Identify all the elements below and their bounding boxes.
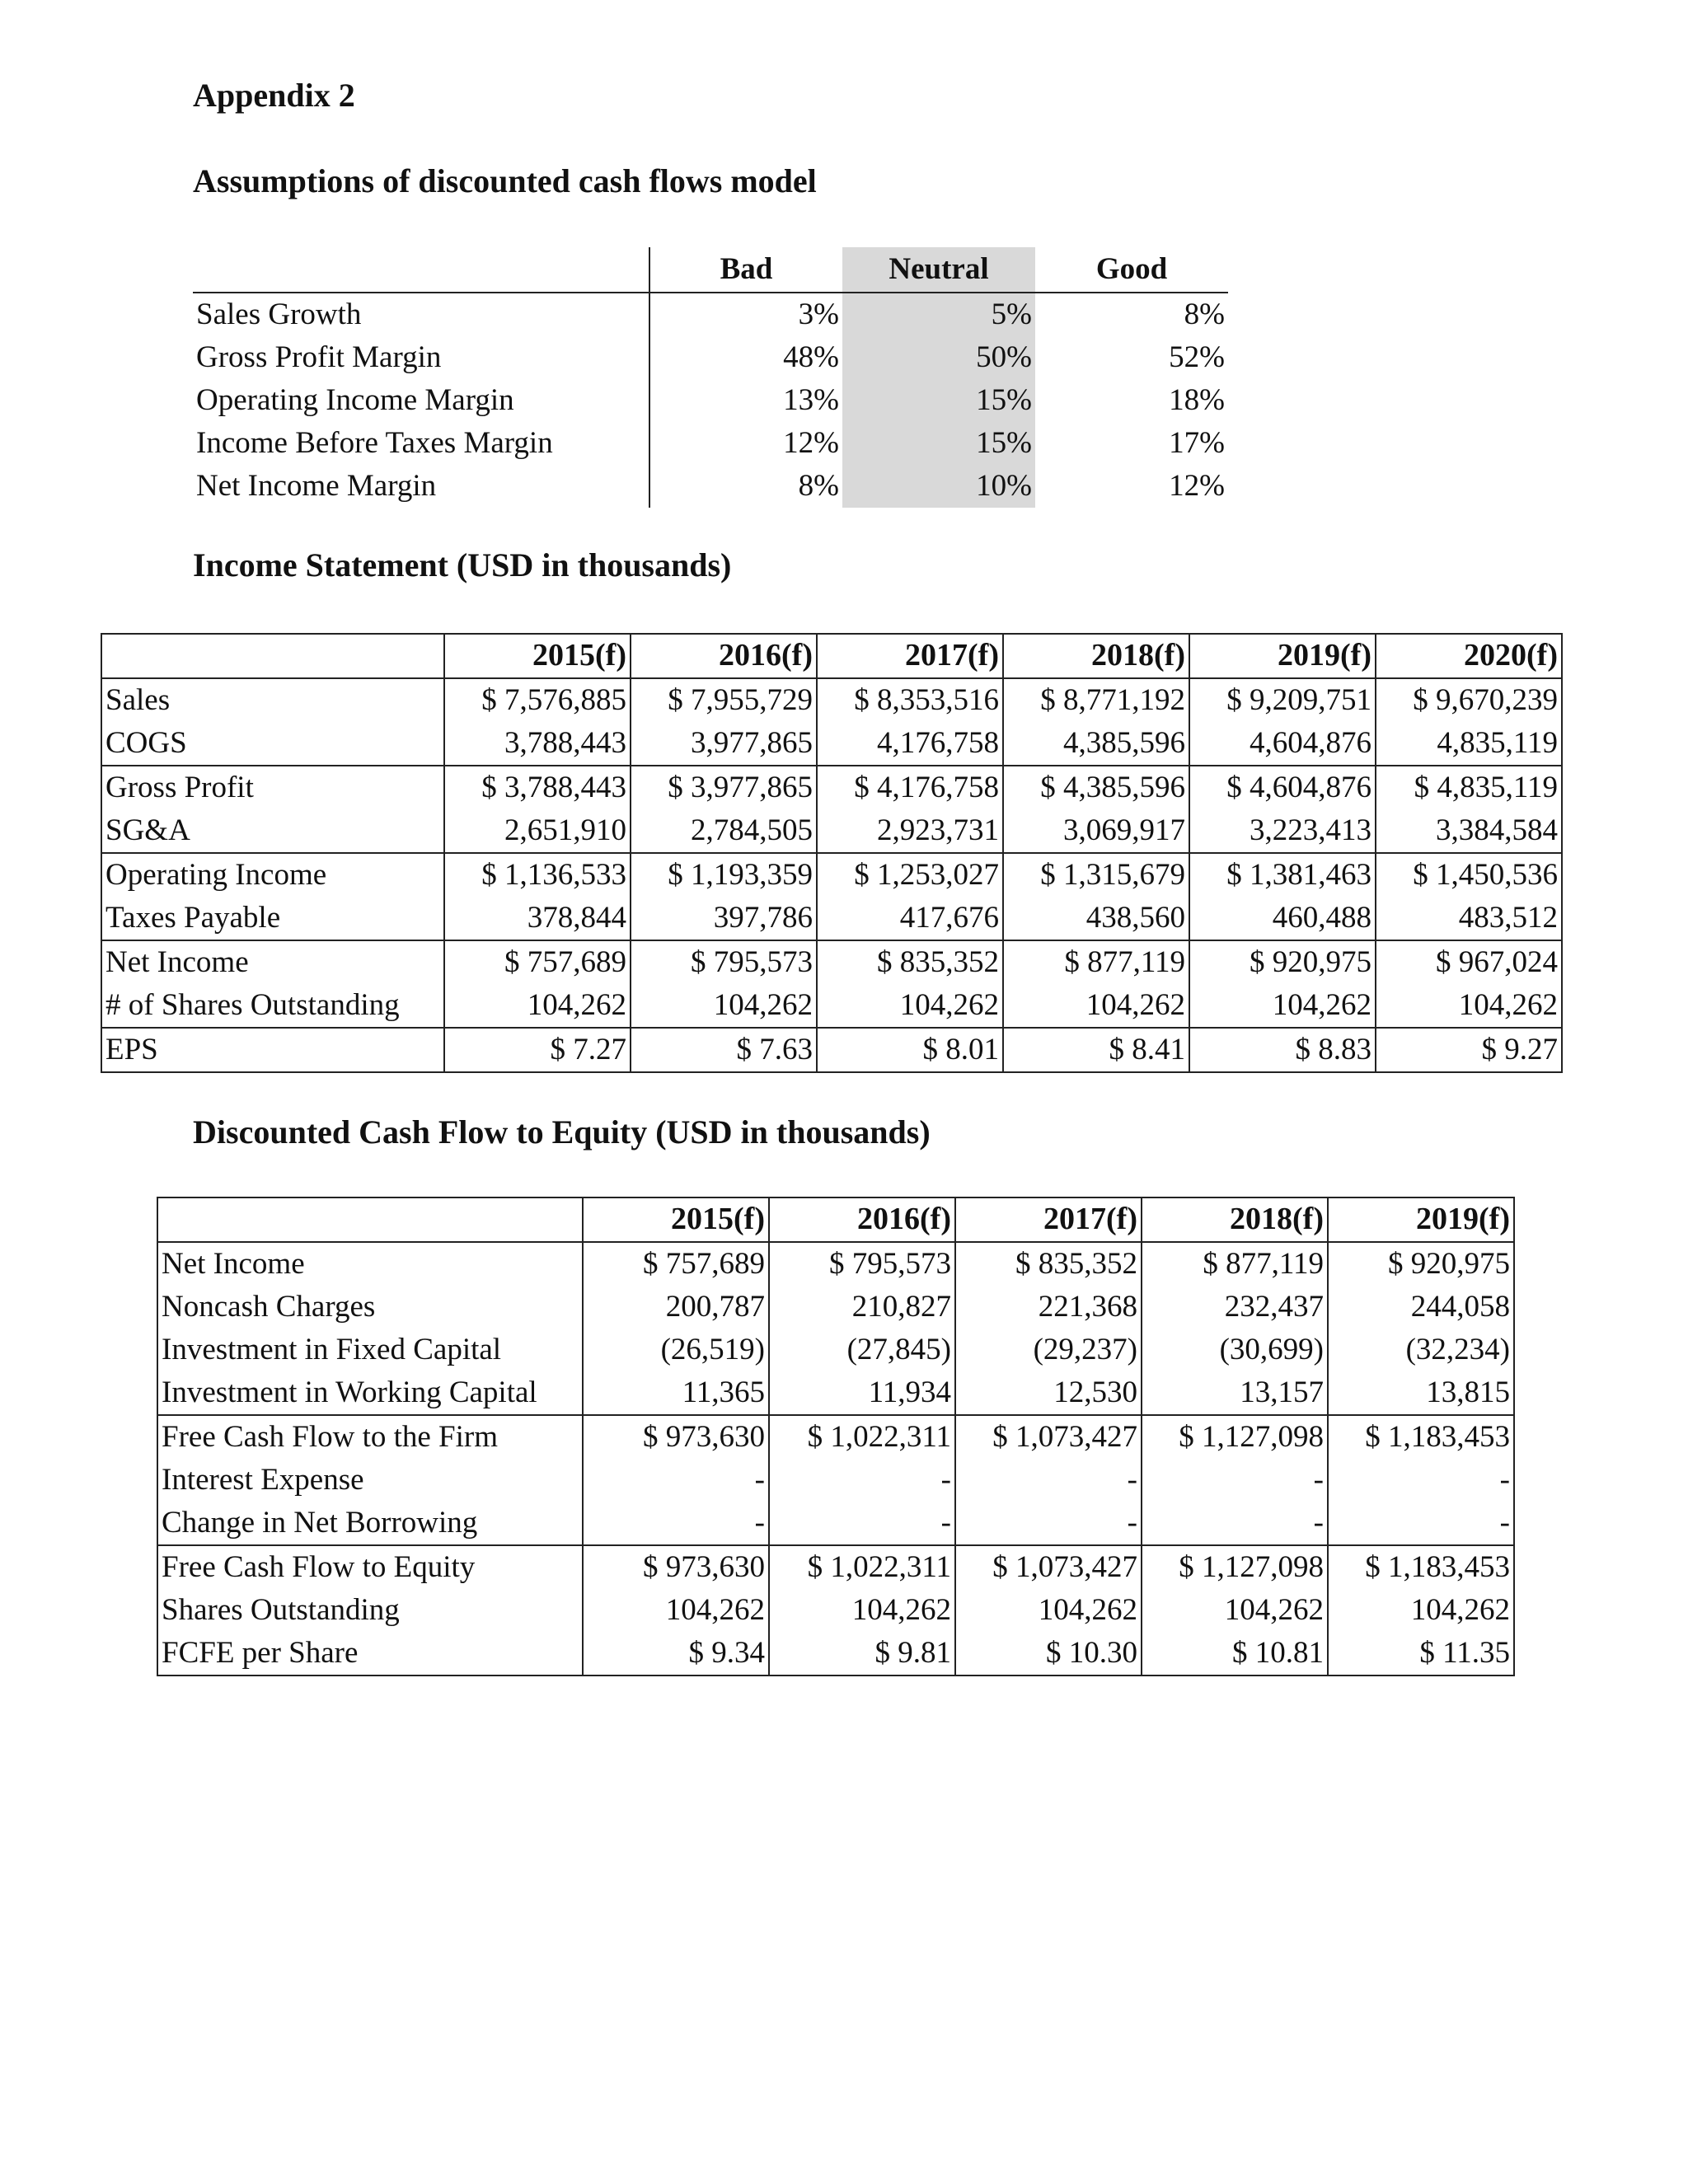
cell-value: $ 9.81 xyxy=(769,1632,955,1675)
dcf-row xyxy=(157,1502,1514,1545)
row-label: Free Cash Flow to Equity xyxy=(157,1545,583,1589)
income-header-year: 2018(f) xyxy=(1003,634,1189,678)
cell-value: $ 1,136,533 xyxy=(444,853,631,897)
cell-value: (32,234) xyxy=(1328,1329,1514,1371)
cell-value: 8% xyxy=(798,468,839,503)
row-label: Investment in Working Capital xyxy=(157,1371,583,1415)
cell-value: 460,488 xyxy=(1189,897,1376,940)
cell-value: $ 8.01 xyxy=(817,1028,1003,1072)
dcf-row xyxy=(157,1286,1514,1329)
cell-value: $ 4,176,758 xyxy=(817,766,1003,809)
row-label: EPS xyxy=(101,1028,444,1072)
dcf-header-blank xyxy=(157,1197,583,1242)
row-label: # of Shares Outstanding xyxy=(101,984,444,1028)
cell-value: (27,845) xyxy=(769,1329,955,1371)
cell-value: 104,262 xyxy=(769,1589,955,1632)
row-label: Free Cash Flow to the Firm xyxy=(157,1415,583,1459)
cell-value: $ 7.63 xyxy=(631,1028,817,1072)
cell-value: $ 967,024 xyxy=(1376,940,1562,984)
cell-value: $ 920,975 xyxy=(1328,1242,1514,1286)
cell-value: $ 1,381,463 xyxy=(1189,853,1376,897)
row-label: FCFE per Share xyxy=(157,1632,583,1675)
row-label: SG&A xyxy=(101,809,444,853)
cell-value: $ 973,630 xyxy=(583,1415,769,1459)
cell-value: 210,827 xyxy=(769,1286,955,1329)
cell-value: 378,844 xyxy=(444,897,631,940)
assumptions-header-good: Good xyxy=(1035,247,1228,293)
dcf-row xyxy=(157,1632,1514,1675)
cell-value: 104,262 xyxy=(583,1589,769,1632)
dcf-header-year: 2018(f) xyxy=(1142,1197,1328,1242)
cell-value: (29,237) xyxy=(955,1329,1142,1371)
dcf-row xyxy=(157,1242,1514,1286)
income-header-blank xyxy=(101,634,444,678)
cell-value: - xyxy=(955,1502,1142,1545)
cell-value: 8% xyxy=(1184,297,1225,331)
cell-value: 3,384,584 xyxy=(1376,809,1562,853)
cell-value: $ 8.41 xyxy=(1003,1028,1189,1072)
cell-value: 15% xyxy=(842,379,1035,422)
income-header-row xyxy=(101,634,1562,678)
assumptions-header-bad: Bad xyxy=(649,247,842,293)
assumptions-title: Assumptions of discounted cash flows model xyxy=(193,162,817,199)
cell-value: (26,519) xyxy=(583,1329,769,1371)
cell-value: $ 1,183,453 xyxy=(1328,1415,1514,1459)
cell-value: $ 757,689 xyxy=(444,940,631,984)
cell-value: 104,262 xyxy=(817,984,1003,1028)
income-row xyxy=(101,984,1562,1028)
cell-value: $ 9,209,751 xyxy=(1189,678,1376,722)
cell-value: 2,784,505 xyxy=(631,809,817,853)
cell-value: 417,676 xyxy=(817,897,1003,940)
cell-value: 104,262 xyxy=(1189,984,1376,1028)
row-label: Net Income xyxy=(101,940,444,984)
cell-value: $ 9.27 xyxy=(1376,1028,1562,1072)
dcf-row xyxy=(157,1371,1514,1415)
cell-value: 17% xyxy=(1169,425,1225,460)
cell-value: (30,699) xyxy=(1142,1329,1328,1371)
dcf-row xyxy=(157,1415,1514,1459)
dcf-row xyxy=(157,1589,1514,1632)
cell-value: 13,157 xyxy=(1142,1371,1328,1415)
dcf-header-row xyxy=(157,1197,1514,1242)
cell-value: 18% xyxy=(1169,382,1225,417)
cell-value: $ 1,193,359 xyxy=(631,853,817,897)
cell-value: $ 835,352 xyxy=(955,1242,1142,1286)
cell-value: 52% xyxy=(1169,340,1225,374)
row-label: Income Before Taxes Margin xyxy=(193,422,649,465)
cell-value: $ 1,127,098 xyxy=(1142,1545,1328,1589)
cell-value: $ 7,955,729 xyxy=(631,678,817,722)
income-row xyxy=(101,766,1562,809)
income-header-year: 2015(f) xyxy=(444,634,631,678)
cell-value: - xyxy=(583,1459,769,1502)
cell-value: 11,365 xyxy=(583,1371,769,1415)
cell-value: $ 8.83 xyxy=(1189,1028,1376,1072)
cell-value: $ 10.81 xyxy=(1142,1632,1328,1675)
income-row xyxy=(101,678,1562,722)
cell-value: - xyxy=(1328,1459,1514,1502)
cell-value: 4,604,876 xyxy=(1189,722,1376,766)
dcf-row xyxy=(157,1329,1514,1371)
cell-value: 5% xyxy=(842,293,1035,336)
cell-value: 244,058 xyxy=(1328,1286,1514,1329)
cell-value: 438,560 xyxy=(1003,897,1189,940)
cell-value: 104,262 xyxy=(1328,1589,1514,1632)
row-label: Operating Income xyxy=(101,853,444,897)
cell-value: 3% xyxy=(798,297,839,331)
cell-value: 104,262 xyxy=(444,984,631,1028)
cell-value: $ 835,352 xyxy=(817,940,1003,984)
cell-value: 3,069,917 xyxy=(1003,809,1189,853)
row-label: Shares Outstanding xyxy=(157,1589,583,1632)
cell-value: 4,176,758 xyxy=(817,722,1003,766)
cell-value: - xyxy=(769,1459,955,1502)
cell-value: - xyxy=(1142,1502,1328,1545)
row-label: Interest Expense xyxy=(157,1459,583,1502)
cell-value: $ 4,385,596 xyxy=(1003,766,1189,809)
cell-value: 3,977,865 xyxy=(631,722,817,766)
income-row xyxy=(101,897,1562,940)
cell-value: $ 1,183,453 xyxy=(1328,1545,1514,1589)
cell-value: $ 1,073,427 xyxy=(955,1415,1142,1459)
cell-value: 221,368 xyxy=(955,1286,1142,1329)
income-row xyxy=(101,1028,1562,1072)
cell-value: $ 4,604,876 xyxy=(1189,766,1376,809)
cell-value: $ 8,771,192 xyxy=(1003,678,1189,722)
income-row xyxy=(101,940,1562,984)
income-statement-title: Income Statement (USD in thousands) xyxy=(193,546,732,583)
cell-value: $ 7,576,885 xyxy=(444,678,631,722)
cell-value: 104,262 xyxy=(955,1589,1142,1632)
income-header-year: 2017(f) xyxy=(817,634,1003,678)
cell-value: 12% xyxy=(783,425,839,460)
cell-value: 48% xyxy=(783,340,839,374)
cell-value: 4,835,119 xyxy=(1376,722,1562,766)
cell-value: - xyxy=(1142,1459,1328,1502)
dcf-header-year: 2015(f) xyxy=(583,1197,769,1242)
cell-value: - xyxy=(769,1502,955,1545)
cell-value: $ 757,689 xyxy=(583,1242,769,1286)
cell-value: $ 1,022,311 xyxy=(769,1415,955,1459)
dcf-header-year: 2017(f) xyxy=(955,1197,1142,1242)
cell-value: 483,512 xyxy=(1376,897,1562,940)
cell-value: $ 11.35 xyxy=(1328,1632,1514,1675)
cell-value: $ 795,573 xyxy=(631,940,817,984)
cell-value: 12,530 xyxy=(955,1371,1142,1415)
assumptions-row xyxy=(193,422,1228,465)
cell-value: 397,786 xyxy=(631,897,817,940)
income-row xyxy=(101,809,1562,853)
cell-value: 232,437 xyxy=(1142,1286,1328,1329)
row-label: Gross Profit Margin xyxy=(193,336,649,379)
cell-value: 13,815 xyxy=(1328,1371,1514,1415)
cell-value: 104,262 xyxy=(631,984,817,1028)
cell-value: 104,262 xyxy=(1376,984,1562,1028)
dcf-header-year: 2019(f) xyxy=(1328,1197,1514,1242)
cell-value: - xyxy=(955,1459,1142,1502)
cell-value: $ 9,670,239 xyxy=(1376,678,1562,722)
cell-value: 104,262 xyxy=(1142,1589,1328,1632)
assumptions-table xyxy=(193,247,1228,508)
cell-value: $ 4,835,119 xyxy=(1376,766,1562,809)
assumptions-row xyxy=(193,379,1228,422)
assumptions-header-row xyxy=(193,247,1228,293)
income-header-year: 2020(f) xyxy=(1376,634,1562,678)
cell-value: 104,262 xyxy=(1003,984,1189,1028)
cell-value: $ 877,119 xyxy=(1003,940,1189,984)
cell-value: 15% xyxy=(842,422,1035,465)
assumptions-row xyxy=(193,293,1228,336)
assumptions-row xyxy=(193,336,1228,379)
cell-value: $ 1,127,098 xyxy=(1142,1415,1328,1459)
income-row xyxy=(101,722,1562,766)
row-label: Operating Income Margin xyxy=(193,379,649,422)
cell-value: - xyxy=(1328,1502,1514,1545)
assumptions-header-blank xyxy=(193,247,649,293)
income-row xyxy=(101,853,1562,897)
dcf-table xyxy=(157,1197,1515,1676)
cell-value: $ 1,315,679 xyxy=(1003,853,1189,897)
cell-value: $ 1,450,536 xyxy=(1376,853,1562,897)
cell-value: $ 920,975 xyxy=(1189,940,1376,984)
row-label: Investment in Fixed Capital xyxy=(157,1329,583,1371)
row-label: Sales xyxy=(101,678,444,722)
row-label: Change in Net Borrowing xyxy=(157,1502,583,1545)
cell-value: $ 9.34 xyxy=(583,1632,769,1675)
cell-value: $ 3,977,865 xyxy=(631,766,817,809)
cell-value: $ 1,022,311 xyxy=(769,1545,955,1589)
cell-value: $ 1,253,027 xyxy=(817,853,1003,897)
dcf-header-year: 2016(f) xyxy=(769,1197,955,1242)
cell-value: 13% xyxy=(783,382,839,417)
cell-value: 12% xyxy=(1169,468,1225,503)
cell-value: $ 795,573 xyxy=(769,1242,955,1286)
cell-value: 4,385,596 xyxy=(1003,722,1189,766)
cell-value: 3,223,413 xyxy=(1189,809,1376,853)
cell-value: $ 8,353,516 xyxy=(817,678,1003,722)
row-label: Net Income xyxy=(157,1242,583,1286)
dcf-row xyxy=(157,1459,1514,1502)
cell-value: $ 1,073,427 xyxy=(955,1545,1142,1589)
row-label: Gross Profit xyxy=(101,766,444,809)
cell-value: 10% xyxy=(842,465,1035,508)
dcf-title: Discounted Cash Flow to Equity (USD in thousands) xyxy=(193,1113,931,1151)
assumptions-row xyxy=(193,465,1228,508)
income-statement-table xyxy=(101,633,1563,1073)
appendix-title: Appendix 2 xyxy=(193,77,355,114)
cell-value: $ 7.27 xyxy=(444,1028,631,1072)
cell-value: 200,787 xyxy=(583,1286,769,1329)
row-label: Taxes Payable xyxy=(101,897,444,940)
row-label: Noncash Charges xyxy=(157,1286,583,1329)
cell-value: $ 10.30 xyxy=(955,1632,1142,1675)
cell-value: $ 3,788,443 xyxy=(444,766,631,809)
cell-value: 50% xyxy=(842,336,1035,379)
cell-value: 2,651,910 xyxy=(444,809,631,853)
dcf-row xyxy=(157,1545,1514,1589)
row-label: Net Income Margin xyxy=(193,465,649,508)
cell-value: 11,934 xyxy=(769,1371,955,1415)
row-label: Sales Growth xyxy=(193,293,649,336)
cell-value: 2,923,731 xyxy=(817,809,1003,853)
row-label: COGS xyxy=(101,722,444,766)
cell-value: 3,788,443 xyxy=(444,722,631,766)
cell-value: - xyxy=(583,1502,769,1545)
income-header-year: 2019(f) xyxy=(1189,634,1376,678)
income-header-year: 2016(f) xyxy=(631,634,817,678)
assumptions-header-neutral: Neutral xyxy=(842,247,1035,293)
cell-value: $ 973,630 xyxy=(583,1545,769,1589)
cell-value: $ 877,119 xyxy=(1142,1242,1328,1286)
